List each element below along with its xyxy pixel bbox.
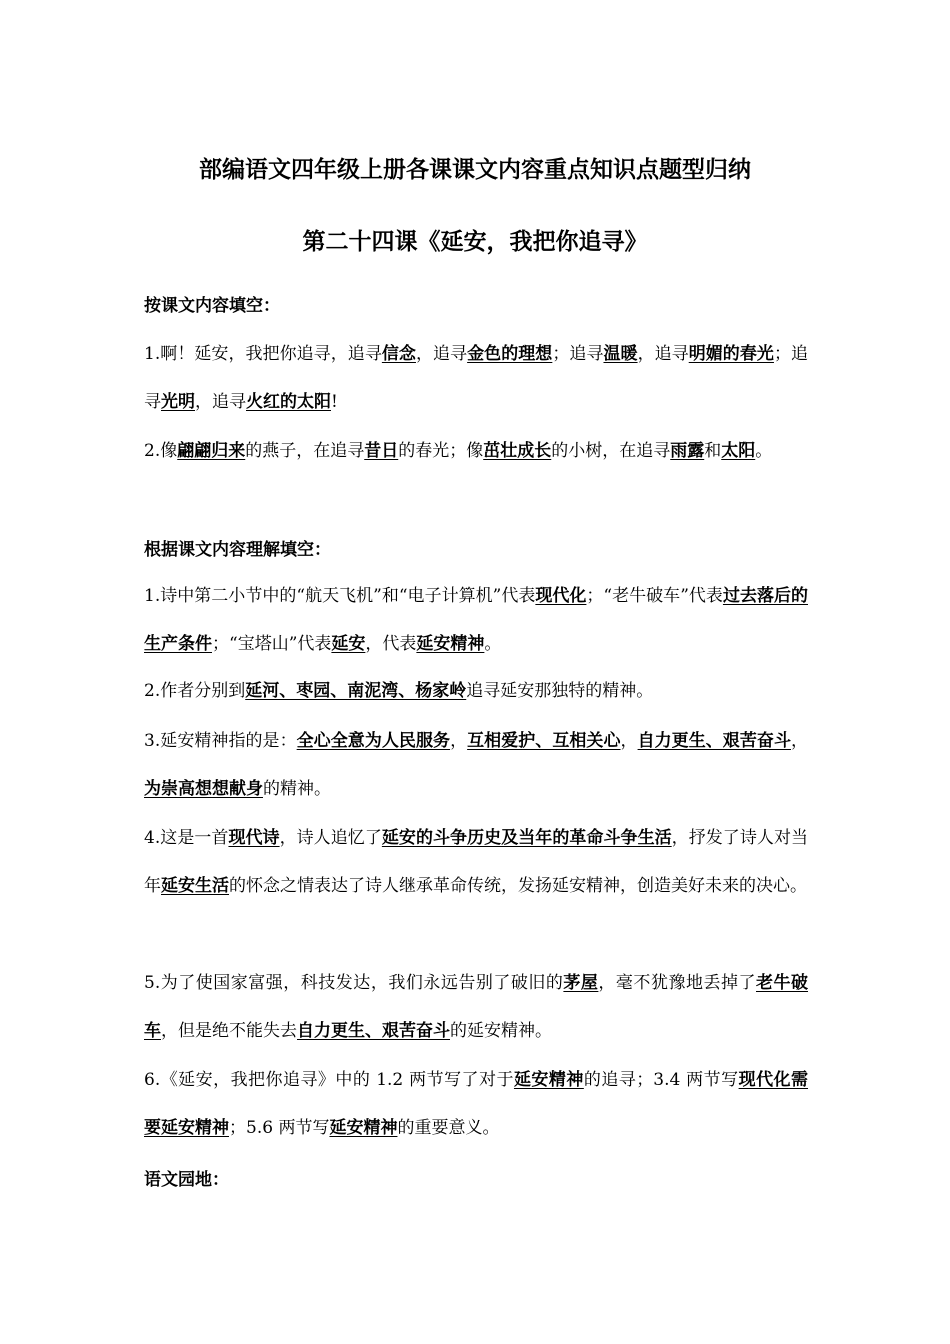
answer-text: 现代诗 bbox=[228, 828, 280, 848]
answer-text: 温暖 bbox=[603, 344, 638, 364]
answer-text: 全心全意为人民服务 bbox=[296, 731, 451, 751]
paragraph bbox=[144, 330, 808, 426]
text-run: 4.这是一首 bbox=[144, 828, 229, 848]
text-run: 2.作者分别到 bbox=[144, 681, 246, 701]
text-run: ，毫不犹豫地丢掉了 bbox=[598, 973, 756, 993]
answer-text: 茁壮成长 bbox=[483, 441, 552, 461]
text-run: 。 bbox=[484, 634, 502, 654]
answer-text: 火红的太阳 bbox=[246, 392, 331, 412]
text-run: ，追寻 bbox=[637, 344, 689, 364]
text-run: ；5.6 两节写 bbox=[229, 1118, 330, 1138]
text-run: ，代表 bbox=[365, 634, 417, 654]
text-run: 和 bbox=[704, 441, 722, 461]
answer-text: 信念 bbox=[381, 344, 416, 364]
answer-text: 现代化 bbox=[535, 586, 587, 606]
paragraph bbox=[144, 1056, 808, 1152]
answer-text: 延安的斗争历史及当年的革命斗争生活 bbox=[381, 828, 672, 848]
text-run: 的小树，在追寻 bbox=[551, 441, 671, 461]
answer-text: 雨露 bbox=[670, 441, 705, 461]
text-run: 的延安精神。 bbox=[450, 1021, 552, 1041]
answer-text: 太阳 bbox=[721, 441, 756, 461]
answer-text: 过去落后的生产条件 bbox=[144, 586, 808, 654]
lesson-title: 第二十四课《延安，我把你追寻》 bbox=[302, 229, 648, 255]
text-run: 追寻延安那独特的精神。 bbox=[466, 681, 654, 701]
answer-text: 现代化需要延安精神 bbox=[144, 1070, 809, 1138]
paragraph bbox=[144, 427, 808, 475]
text-run: 6.《延安，我把你追寻》中的 1.2 两节写了对于 bbox=[144, 1070, 514, 1090]
text-run: ，追寻 bbox=[415, 344, 468, 364]
text-run: 1.啊！延安，我把你追寻，追寻 bbox=[144, 344, 382, 364]
text-run: ，诗人追忆了 bbox=[279, 828, 382, 848]
text-run: 的追寻；3.4 两节写 bbox=[583, 1070, 739, 1090]
text-run: 的精神。 bbox=[263, 779, 331, 799]
answer-text: 明媚的春光 bbox=[688, 344, 774, 364]
answer-text: 自力更生、艰苦奋斗 bbox=[637, 731, 791, 751]
text-run: 的燕子，在追寻 bbox=[245, 441, 365, 461]
answer-text: 延安精神 bbox=[329, 1118, 398, 1138]
text-run: 的怀念之情表达了诗人继承革命传统，发扬延安精神，创造美好未来的决心。 bbox=[229, 876, 807, 896]
text-run: 的春光；像 bbox=[398, 441, 484, 461]
answer-text: 延安精神 bbox=[416, 634, 485, 654]
answer-text: 延安 bbox=[331, 634, 366, 654]
text-run: ；追寻 bbox=[144, 344, 808, 412]
text-run: ，但是绝不能失去 bbox=[161, 1021, 297, 1041]
text-run: ! bbox=[331, 392, 338, 412]
paragraph bbox=[144, 572, 808, 668]
text-run: ；“宝塔山”代表 bbox=[212, 634, 332, 654]
text-run: ；“老牛破车”代表 bbox=[586, 586, 723, 606]
text-run: ， bbox=[791, 731, 808, 751]
text-run: 。 bbox=[755, 441, 773, 461]
answer-text: 金色的理想 bbox=[467, 344, 553, 364]
document-title: 部编语文四年级上册各课课文内容重点知识点题型归纳 bbox=[199, 157, 751, 183]
answer-text: 茅屋 bbox=[563, 973, 599, 993]
text-run: ， bbox=[450, 731, 468, 751]
answer-text: 翩翩归来 bbox=[177, 441, 246, 461]
paragraph bbox=[144, 814, 808, 910]
section-heading-fill-blanks: 按课文内容填空： bbox=[144, 296, 280, 316]
text-run: ， bbox=[620, 731, 638, 751]
text-run: 1.诗中第二小节中的“航天飞机”和“电子计算机”代表 bbox=[144, 586, 536, 606]
text-run: ，抒发了诗人对当年 bbox=[144, 828, 808, 896]
text-run: ；追寻 bbox=[552, 344, 604, 364]
text-run: 2.像 bbox=[144, 441, 178, 461]
answer-text: 延河、枣园、南泥湾、杨家岭 bbox=[245, 681, 467, 701]
text-run: 5.为了使国家富强，科技发达，我们永远告别了破旧的 bbox=[144, 973, 564, 993]
section-heading-yuwen-yuandi: 语文园地： bbox=[144, 1170, 229, 1190]
answer-text: 昔日 bbox=[364, 441, 399, 461]
answer-text: 延安生活 bbox=[161, 876, 229, 896]
paragraph bbox=[144, 959, 808, 1055]
paragraph bbox=[144, 717, 808, 813]
text-run: ，追寻 bbox=[195, 392, 246, 412]
answer-text: 互相爱护、互相关心 bbox=[467, 731, 621, 751]
text-run: 3.延安精神指的是： bbox=[144, 731, 297, 751]
answer-text: 自力更生、艰苦奋斗 bbox=[297, 1021, 450, 1041]
text-run: 的重要意义。 bbox=[397, 1118, 500, 1138]
answer-text: 老牛破车 bbox=[144, 973, 809, 1041]
answer-text: 光明 bbox=[161, 392, 195, 412]
section-heading-comprehension: 根据课文内容理解填空： bbox=[144, 540, 331, 560]
answer-text: 延安精神 bbox=[513, 1070, 584, 1090]
paragraph bbox=[144, 667, 808, 715]
answer-text: 为崇高想想献身 bbox=[144, 779, 263, 799]
